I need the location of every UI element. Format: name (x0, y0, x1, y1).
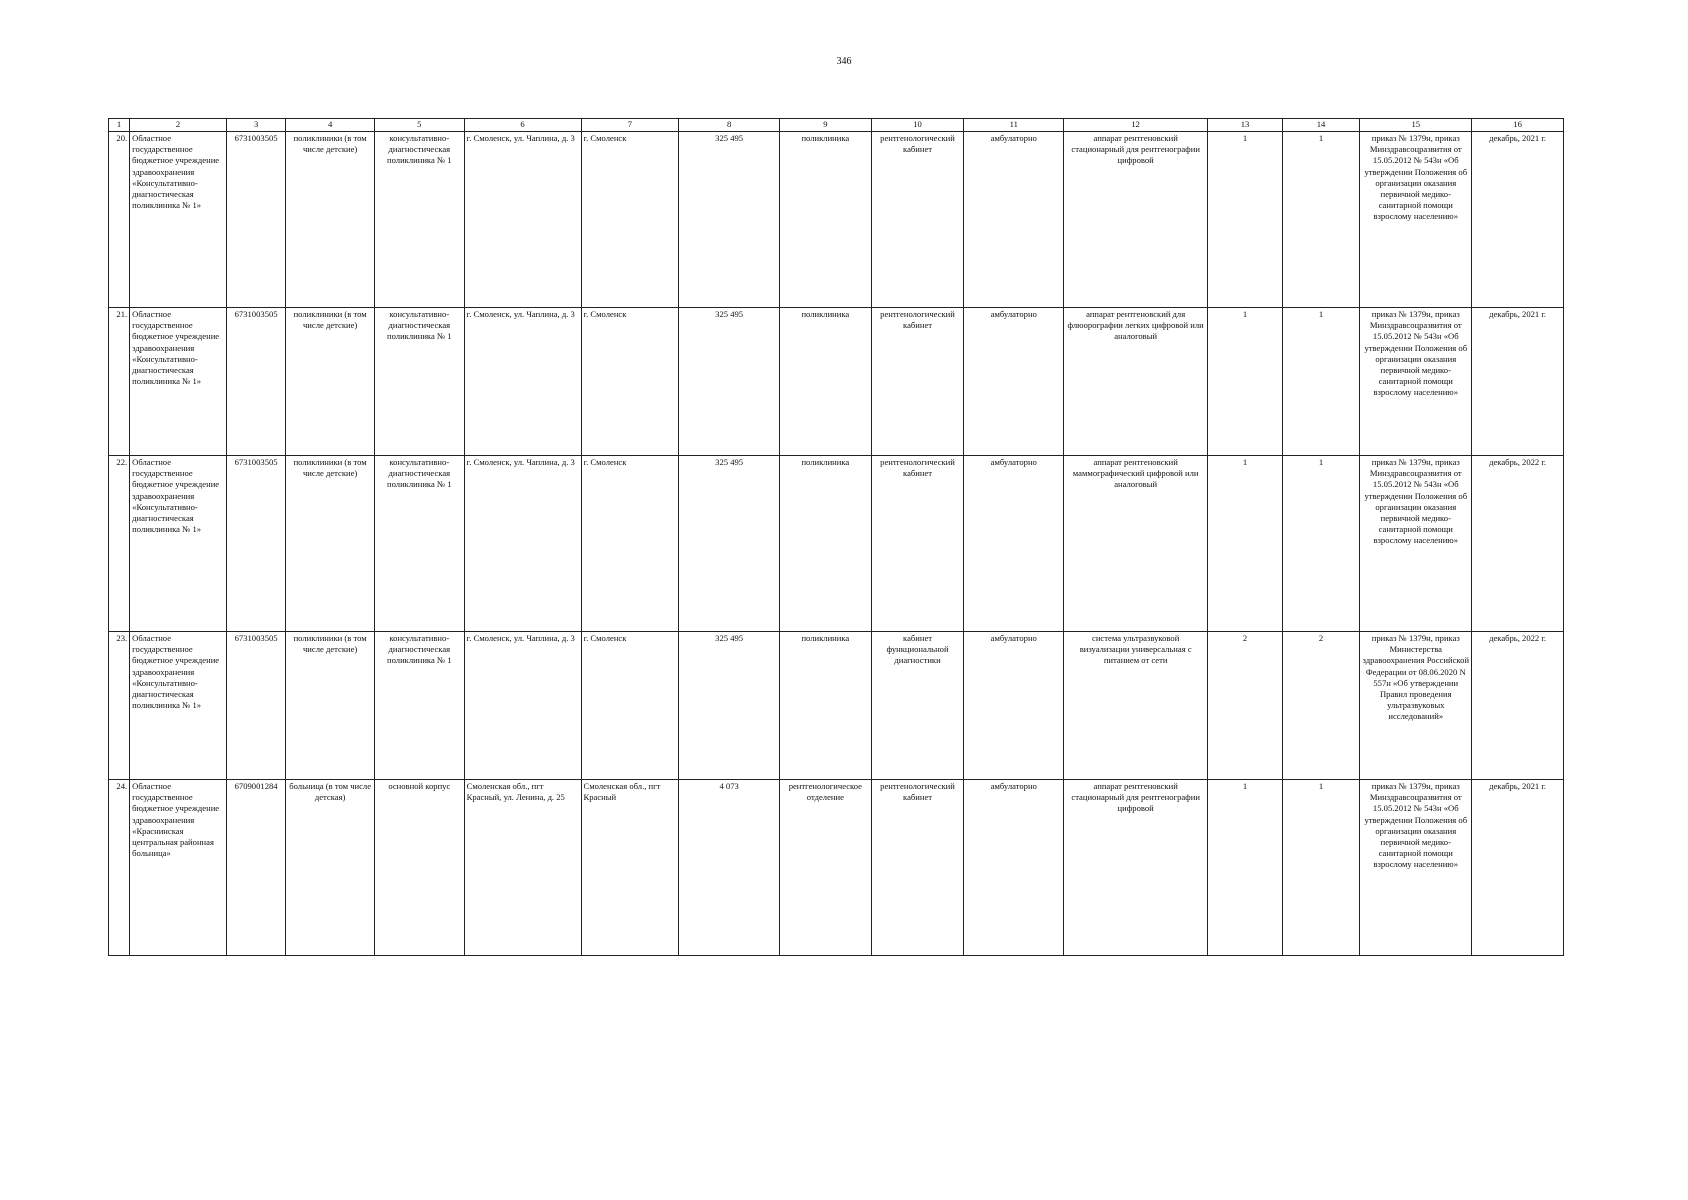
need-count-cell: 1 (1208, 132, 1283, 308)
need-count-cell: 2 (1208, 632, 1283, 780)
table-row (109, 308, 1564, 456)
address-cell: г. Смоленск, ул. Чаплина, д. 3 (464, 632, 581, 780)
division-cell: рентгенологическое отделение (780, 780, 872, 956)
division-cell: поликлиника (780, 456, 872, 632)
population-cell: 325 495 (679, 632, 780, 780)
organization-name-cell: Областное государственное бюджетное учреждение здравоохранения «Консультативно-диагностическая поликлиника № 1» (130, 308, 227, 456)
equipment-cell: аппарат рентгеновский для флюорографии легких цифровой или аналоговый (1064, 308, 1208, 456)
deadline-date-cell: декабрь, 2022 г. (1472, 632, 1564, 780)
address-cell: г. Смоленск, ул. Чаплина, д. 3 (464, 308, 581, 456)
table-row (109, 456, 1564, 632)
organization-name-cell: Областное государственное бюджетное учреждение здравоохранения «Консультативно-диагностическая поликлиника № 1» (130, 456, 227, 632)
deadline-date-cell: декабрь, 2022 г. (1472, 456, 1564, 632)
address-cell: г. Смоленск, ул. Чаплина, д. 3 (464, 456, 581, 632)
locality-cell: г. Смоленск (581, 632, 679, 780)
legal-order-cell: приказ № 1379н, приказ Минздравсоцразвития от 15.05.2012 № 543н «Об утверждении Положения об организации оказания первичной медико-санитарной помощи взрослому населению» (1360, 132, 1472, 308)
care-mode-cell: амбулаторно (964, 632, 1064, 780)
organization-name-cell: Областное государственное бюджетное учреждение здравоохранения «Краснинская центральная районная больница» (130, 780, 227, 956)
care-mode-cell: амбулаторно (964, 308, 1064, 456)
quantity-cell: 1 (1282, 456, 1360, 632)
inn-code-cell: 6731003505 (226, 308, 285, 456)
column-header: 11 (964, 119, 1064, 132)
structural-unit-cell: консультативно-диагностическая поликлиника № 1 (374, 456, 464, 632)
inn-code-cell: 6731003505 (226, 456, 285, 632)
care-mode-cell: амбулаторно (964, 132, 1064, 308)
population-cell: 325 495 (679, 132, 780, 308)
need-count-cell: 1 (1208, 456, 1283, 632)
column-header: 10 (871, 119, 964, 132)
organization-name-cell: Областное государственное бюджетное учреждение здравоохранения «Консультативно-диагностическая поликлиника № 1» (130, 632, 227, 780)
legal-order-cell: приказ № 1379н, приказ Министерства здравоохранения Российской Федерации от 08.06.2020 N 557н «Об утверждении Правил проведения ультразвуковых исследований» (1360, 632, 1472, 780)
facility-type-cell: поликлиники (в том числе детские) (286, 132, 375, 308)
column-header: 13 (1208, 119, 1283, 132)
locality-cell: г. Смоленск (581, 308, 679, 456)
address-cell: г. Смоленск, ул. Чаплина, д. 3 (464, 132, 581, 308)
column-header: 2 (130, 119, 227, 132)
equipment-table (108, 118, 1564, 956)
column-header: 8 (679, 119, 780, 132)
column-header: 14 (1282, 119, 1360, 132)
legal-order-cell: приказ № 1379н, приказ Минздравсоцразвития от 15.05.2012 № 543н «Об утверждении Положения об организации оказания первичной медико-санитарной помощи взрослому населению» (1360, 456, 1472, 632)
column-header: 15 (1360, 119, 1472, 132)
care-mode-cell: амбулаторно (964, 456, 1064, 632)
column-header: 5 (374, 119, 464, 132)
table-row (109, 780, 1564, 956)
population-cell: 325 495 (679, 308, 780, 456)
equipment-cell: система ультразвуковой визуализации универсальная с питанием от сети (1064, 632, 1208, 780)
facility-type-cell: больница (в том числе детская) (286, 780, 375, 956)
column-header: 9 (780, 119, 872, 132)
row-number-cell: 24. (109, 780, 130, 956)
structural-unit-cell: консультативно-диагностическая поликлиника № 1 (374, 308, 464, 456)
room-cell: рентгенологический кабинет (871, 780, 964, 956)
room-cell: рентгенологический кабинет (871, 456, 964, 632)
column-header: 3 (226, 119, 285, 132)
table-row (109, 132, 1564, 308)
inn-code-cell: 6731003505 (226, 132, 285, 308)
room-cell: рентгенологический кабинет (871, 308, 964, 456)
row-number-cell: 21. (109, 308, 130, 456)
quantity-cell: 2 (1282, 632, 1360, 780)
column-header: 12 (1064, 119, 1208, 132)
equipment-cell: аппарат рентгеновский маммографический цифровой или аналоговый (1064, 456, 1208, 632)
locality-cell: г. Смоленск (581, 132, 679, 308)
facility-type-cell: поликлиники (в том числе детские) (286, 632, 375, 780)
room-cell: рентгенологический кабинет (871, 132, 964, 308)
equipment-cell: аппарат рентгеновский стационарный для рентгенографии цифровой (1064, 780, 1208, 956)
row-number-cell: 20. (109, 132, 130, 308)
deadline-date-cell: декабрь, 2021 г. (1472, 132, 1564, 308)
organization-name-cell: Областное государственное бюджетное учреждение здравоохранения «Консультативно-диагностическая поликлиника № 1» (130, 132, 227, 308)
inn-code-cell: 6709001284 (226, 780, 285, 956)
division-cell: поликлиника (780, 308, 872, 456)
room-cell: кабинет функциональной диагностики (871, 632, 964, 780)
need-count-cell: 1 (1208, 780, 1283, 956)
locality-cell: Смоленская обл., пгт Красный (581, 780, 679, 956)
structural-unit-cell: консультативно-диагностическая поликлиника № 1 (374, 632, 464, 780)
column-header: 7 (581, 119, 679, 132)
locality-cell: г. Смоленск (581, 456, 679, 632)
page-number: 346 (836, 56, 852, 67)
header-row (109, 119, 1564, 132)
table-row (109, 632, 1564, 780)
quantity-cell: 1 (1282, 308, 1360, 456)
deadline-date-cell: декабрь, 2021 г. (1472, 308, 1564, 456)
equipment-cell: аппарат рентгеновский стационарный для рентгенографии цифровой (1064, 132, 1208, 308)
legal-order-cell: приказ № 1379н, приказ Минздравсоцразвития от 15.05.2012 № 543н «Об утверждении Положения об организации оказания первичной медико-санитарной помощи взрослому населению» (1360, 308, 1472, 456)
quantity-cell: 1 (1282, 780, 1360, 956)
address-cell: Смоленская обл., пгт Красный, ул. Ленина, д. 25 (464, 780, 581, 956)
facility-type-cell: поликлиники (в том числе детские) (286, 308, 375, 456)
column-header: 16 (1472, 119, 1564, 132)
population-cell: 4 073 (679, 780, 780, 956)
structural-unit-cell: основной корпус (374, 780, 464, 956)
legal-order-cell: приказ № 1379н, приказ Минздравсоцразвития от 15.05.2012 № 543н «Об утверждении Положения об организации оказания первичной медико-санитарной помощи взрослому населению» (1360, 780, 1472, 956)
quantity-cell: 1 (1282, 132, 1360, 308)
division-cell: поликлиника (780, 132, 872, 308)
column-header: 4 (286, 119, 375, 132)
row-number-cell: 22. (109, 456, 130, 632)
division-cell: поликлиника (780, 632, 872, 780)
need-count-cell: 1 (1208, 308, 1283, 456)
row-number-cell: 23. (109, 632, 130, 780)
inn-code-cell: 6731003505 (226, 632, 285, 780)
column-header: 6 (464, 119, 581, 132)
deadline-date-cell: декабрь, 2021 г. (1472, 780, 1564, 956)
population-cell: 325 495 (679, 456, 780, 632)
facility-type-cell: поликлиники (в том числе детские) (286, 456, 375, 632)
column-header: 1 (109, 119, 130, 132)
structural-unit-cell: консультативно-диагностическая поликлиника № 1 (374, 132, 464, 308)
care-mode-cell: амбулаторно (964, 780, 1064, 956)
